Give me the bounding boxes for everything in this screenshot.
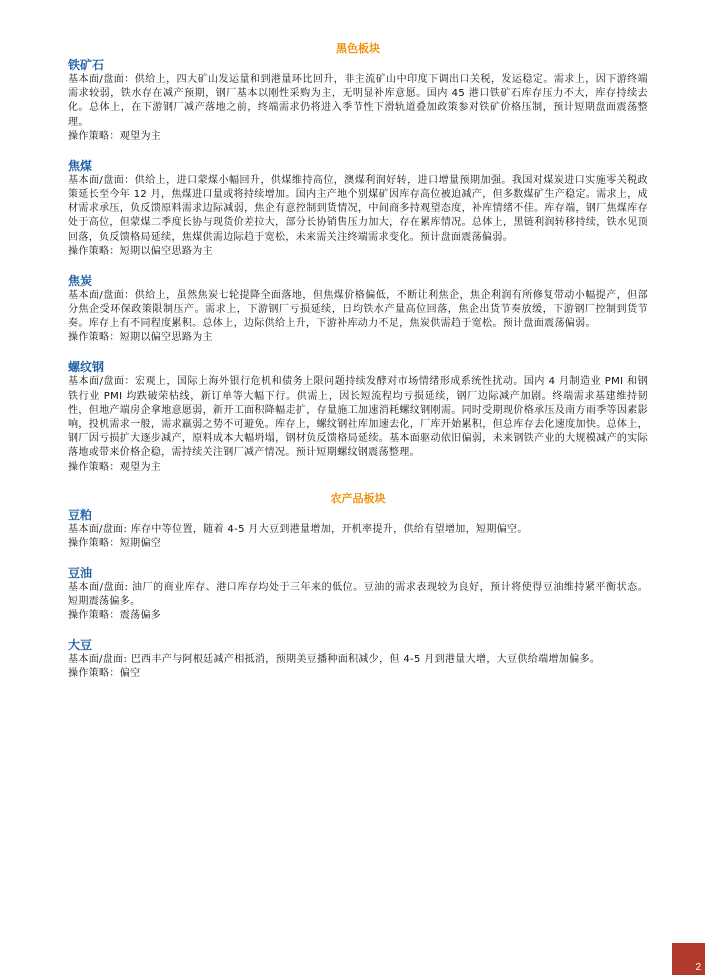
commodity-strategy-iron-ore: 操作策略：观望为主 — [68, 130, 162, 142]
commodity-strategy-soyoil: 操作策略：震荡偏多 — [68, 610, 162, 622]
commodity-title-coke: 焦炭 — [68, 273, 93, 288]
report-page — [68, 36, 648, 696]
section-black — [68, 40, 648, 475]
page-number-box — [672, 943, 705, 975]
commodity-soymeal — [68, 508, 648, 551]
commodity-analysis-rebar: 基本面/盘面：宏观上，国际上海外银行危机和债务上限问题持续发酵对市场情绪形成系统性扰动。国内 4 月制造业 PMI 和钢铁行业 PMI 均跌破荣枯线，新订单等大幅下行。供需上，因长短流程均亏损延续，钢厂边际减产加剧。终端需求基建维持韧性，但地产端房企拿地意愿弱，新开工面积降幅走扩，存量施工加速消耗螺纹钢刚需。同时受期现价格承压及南方雨季等因素影响，投机需求一般，需求羸弱之势不可避免。库存上，螺纹钢社库加速去化，厂库开始累积，但总库存去化速度加快。总体上，钢厂因亏损扩大逐步减产，原料成本大幅坍塌，钢材负反馈格局延续。基本面驱动依旧偏弱，未来钢铁产业的大规模减产的实际落地或带来价格企稳，需持续关注钢厂减产情况。预计短期螺纹钢震荡整理。 — [68, 376, 648, 459]
commodity-iron-ore — [68, 58, 648, 144]
section-title-black: 黑色板块 — [336, 42, 380, 55]
commodity-title-soybean: 大豆 — [68, 638, 93, 653]
commodity-strategy-rebar: 操作策略：观望为主 — [68, 461, 162, 473]
commodity-title-iron-ore: 铁矿石 — [68, 58, 105, 72]
commodity-title-rebar: 螺纹钢 — [68, 360, 105, 375]
commodity-analysis-coking-coal: 基本面/盘面：供给上，进口蒙煤小幅回升，供煤维持高位，澳煤利润好转，进口增量预期加强。我国对煤炭进口实施零关税政策延长至今年 12 月，焦煤进口量或将持续增加。国内主产地个别煤矿因库存高位被迫减产，但多数煤矿生产稳定。需求上，成材需求承压，负反馈原料需求边际减弱，焦企有意控制到货情况，中间商多持观望态度，补库情绪不佳。库存端，钢厂焦煤库存处于高位，但蒙煤二季度长协与现货价差拉大，部分长协销售压力加大，存在累库情况。总体上，黑链利润转移持续，铁水见顶回落，负反馈格局延续，焦煤供需边际趋于宽松，未来需关注终端需求变化。预计盘面震荡偏弱。 — [68, 174, 648, 243]
commodity-rebar — [68, 360, 648, 474]
page-number: 2 — [695, 962, 701, 973]
commodity-analysis-soymeal: 基本面/盘面: 库存中等位置，随着 4-5 月大豆到港量增加，开机率提升，供给有望增加，短期偏空。 — [68, 523, 528, 535]
commodity-coke — [68, 274, 648, 346]
commodity-strategy-soymeal: 操作策略：短期偏空 — [68, 537, 162, 549]
commodity-soyoil — [68, 566, 648, 623]
commodity-title-coking-coal: 焦煤 — [68, 158, 93, 173]
commodity-analysis-iron-ore: 基本面/盘面：供给上，四大矿山发运量和到港量环比回升，非主流矿山中印度下调出口关税，发运稳定。需求上，因下游终端需求较弱，铁水存在减产预期，钢厂基本以刚性采购为主，无明显补库意愿。国内 45 港口铁矿石库存压力不大，库存持续去化。总体上，在下游钢厂减产落地之前，终端需求仍将进入季节性下滑轨道叠加政策参对铁矿价格压制，预计短期盘面震荡整理。 — [68, 74, 648, 128]
commodity-title-soymeal: 豆粕 — [68, 507, 93, 522]
commodity-strategy-coke: 操作策略：短期以偏空思路为主 — [68, 332, 213, 344]
commodity-analysis-soybean: 基本面/盘面: 巴西丰产与阿根廷减产相抵消，预期美豆播种面积减少，但 4-5 月到港量大增，大豆供给端增加偏多。 — [68, 654, 601, 666]
commodity-title-soyoil: 豆油 — [68, 565, 93, 580]
commodity-coking-coal — [68, 159, 648, 259]
commodity-soybean — [68, 638, 648, 681]
commodity-analysis-soyoil: 基本面/盘面: 油厂的商业库存、港口库存均处于三年来的低位。豆油的需求表现较为良好，预计将使得豆油维持紧平衡状态。短期震荡偏多。 — [68, 581, 648, 608]
commodity-strategy-coking-coal: 操作策略：短期以偏空思路为主 — [68, 245, 213, 257]
commodity-analysis-coke: 基本面/盘面：供给上，虽然焦炭七轮提降全面落地，但焦煤价格偏低，不断让利焦企，焦企利润有所修复带动小幅提产，但部分焦企受环保政策限制压产。需求上，下游钢厂亏损延续，日均铁水产量高位回落，焦企出货节奏放缓，下游钢厂控制到货节奏。库存上有不同程度累积。总体上，边际供给上升，下游补库动力不足，焦炭供需趋于宽松。预计盘面震荡偏弱。 — [68, 289, 648, 330]
section-title-agri: 农产品板块 — [330, 491, 386, 505]
section-agri — [68, 490, 648, 682]
commodity-strategy-soybean: 操作策略：偏空 — [68, 668, 141, 680]
